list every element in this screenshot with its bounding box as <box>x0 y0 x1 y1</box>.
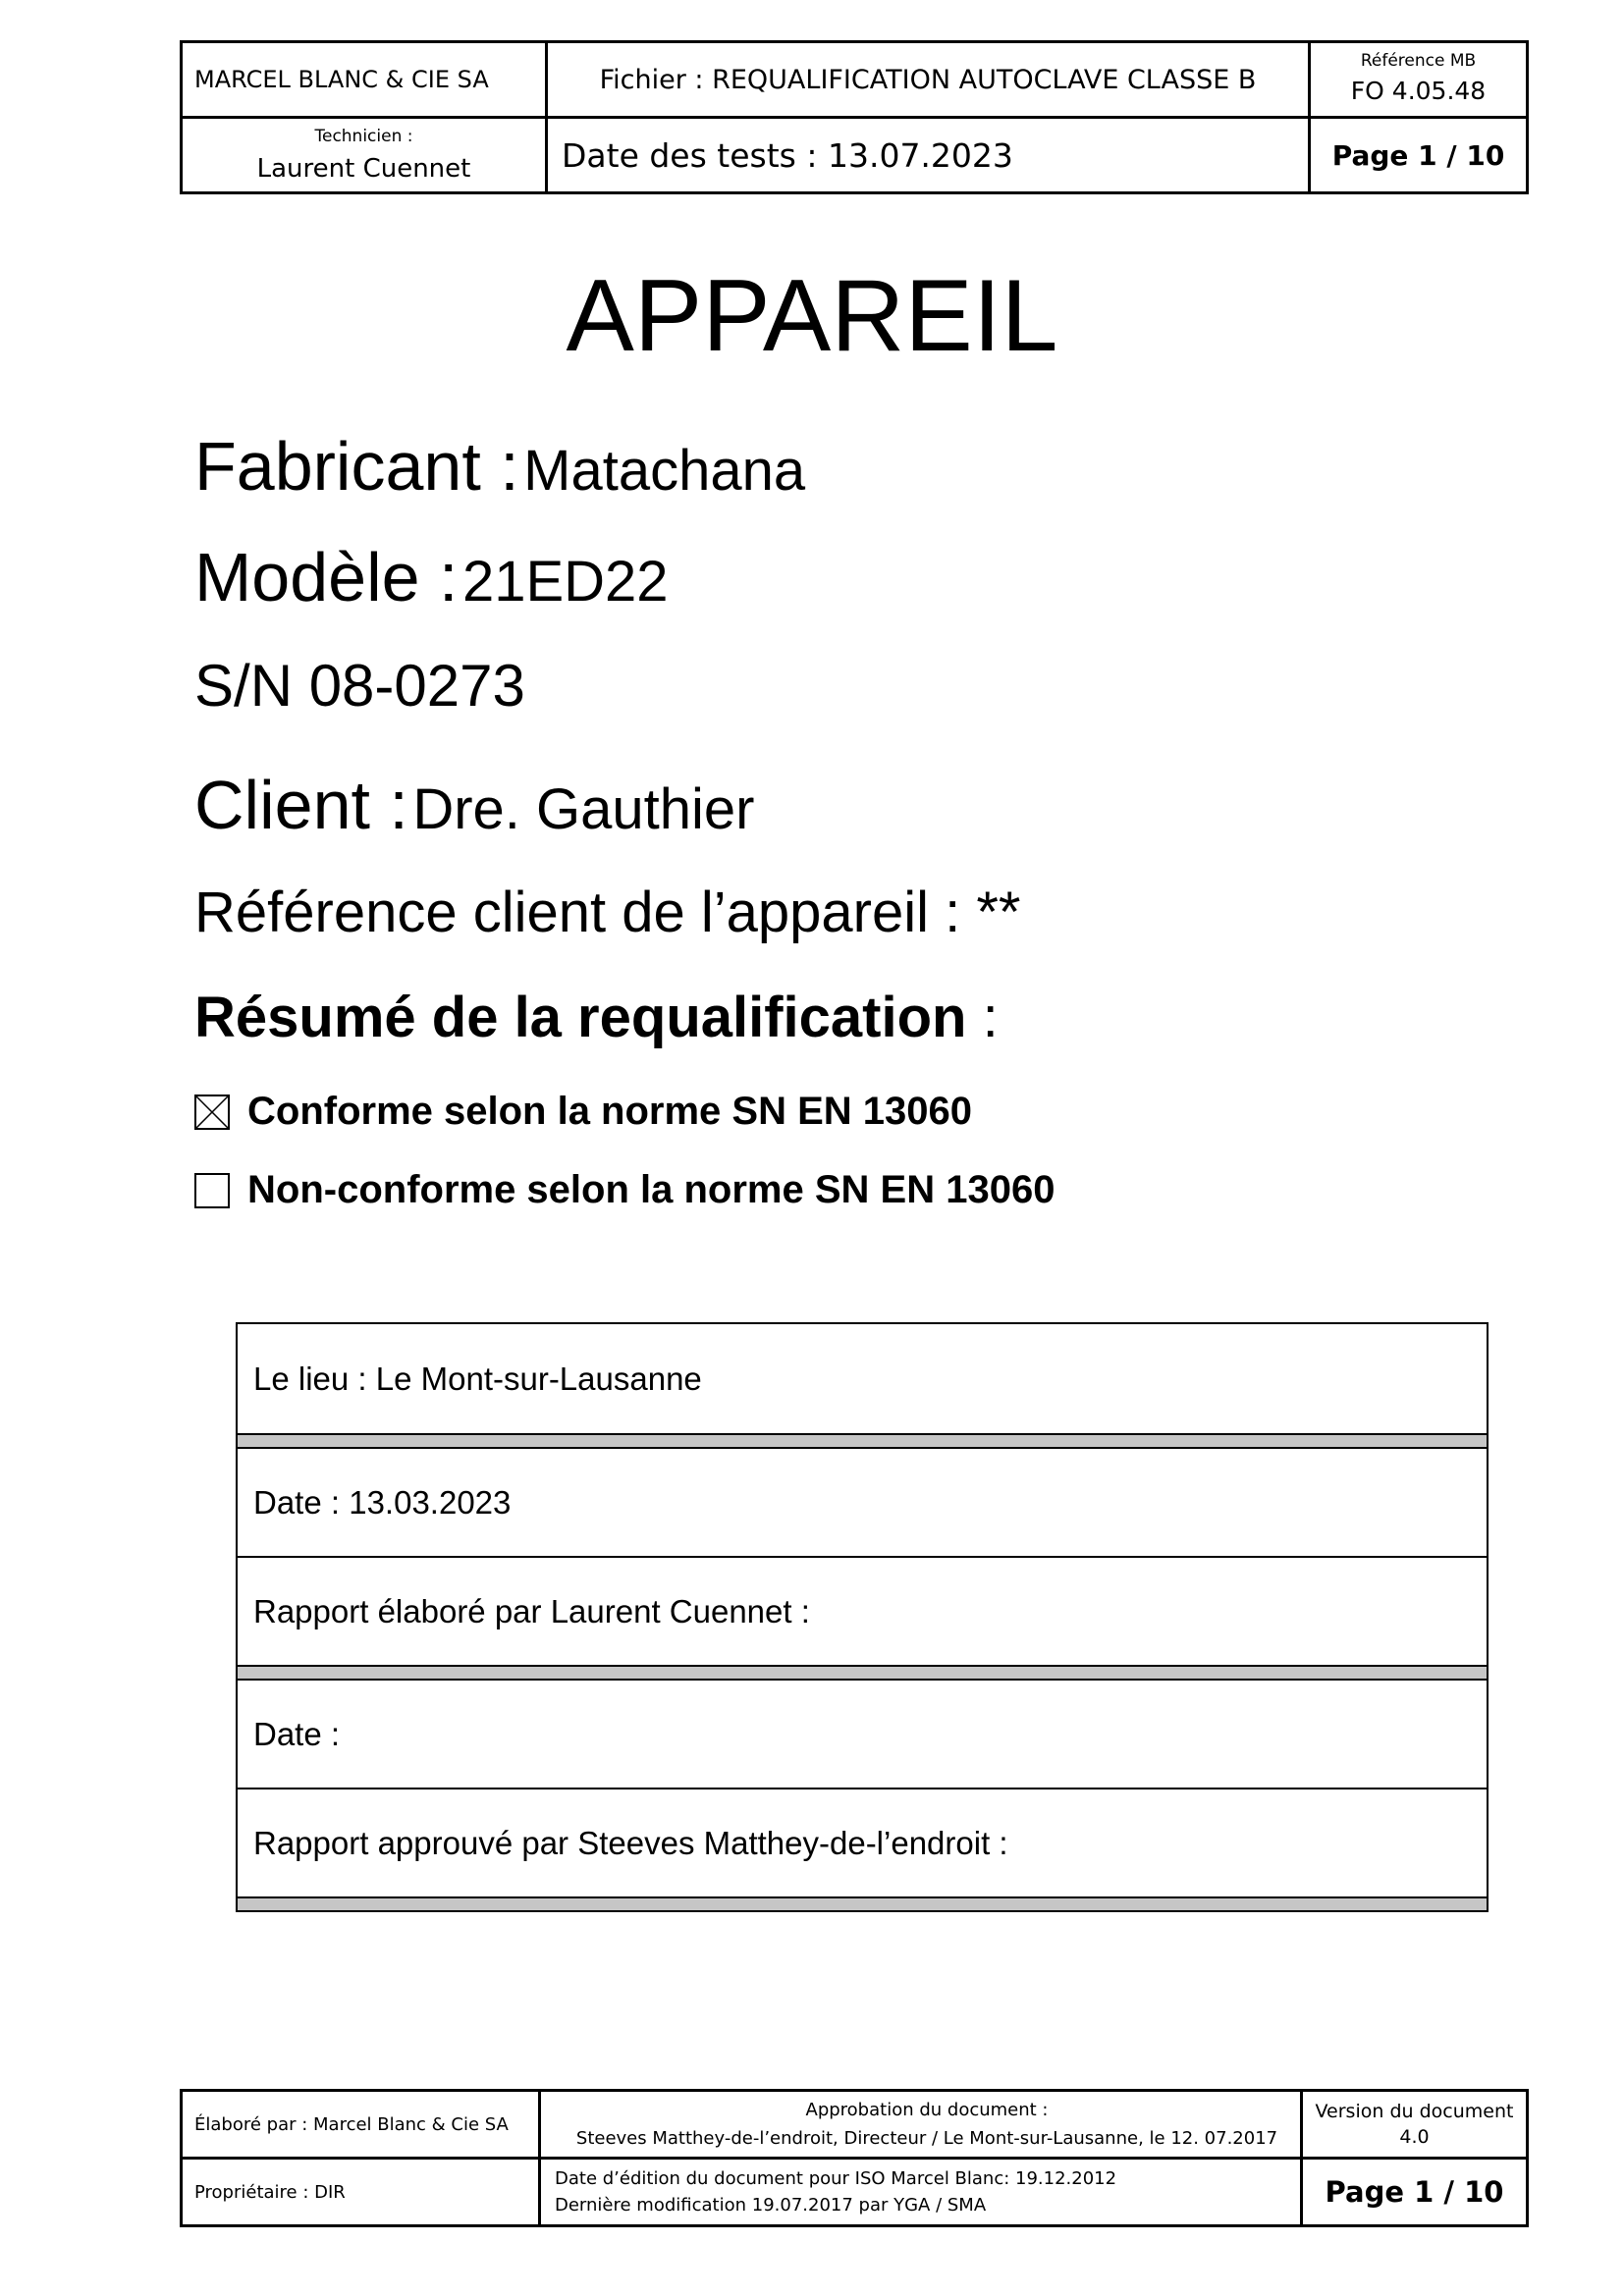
model-line <box>194 539 669 615</box>
signature-table <box>236 1322 1489 1912</box>
client-reference: Référence client de l’appareil : ** <box>194 881 1021 944</box>
reference-cell <box>1310 42 1528 118</box>
row-separator <box>238 1665 1487 1679</box>
checkbox-checked-icon[interactable] <box>194 1095 230 1130</box>
page-title: APPAREIL <box>566 259 1058 373</box>
manufacturer-line <box>194 428 806 505</box>
edition-cell <box>540 2159 1302 2226</box>
summary-heading <box>194 986 999 1049</box>
owner: Propriétaire : DIR <box>182 2159 540 2226</box>
manufacturer-label: Fabricant : <box>194 428 519 505</box>
model-value: 21ED22 <box>461 550 669 614</box>
place-row: Le lieu : Le Mont-sur-Lausanne <box>253 1360 702 1397</box>
reference-value: FO 4.05.48 <box>1350 76 1487 105</box>
file-title: Fichier : REQUALIFICATION AUTOCLAVE CLASSE B <box>547 42 1310 118</box>
client-label: Client : <box>194 767 408 843</box>
version-value: 4.0 <box>1399 2126 1430 2148</box>
row-separator <box>238 1433 1487 1447</box>
client-line <box>194 767 755 843</box>
summary-label: Résumé de la requalification <box>194 986 967 1049</box>
approval-value: Steeves Matthey-de-l’endroit, Directeur / Le Mont-sur-Lausanne, le 12. 07.2017 <box>575 2128 1278 2149</box>
technician-cell <box>182 118 547 193</box>
technician-label: Technicien : <box>314 127 413 146</box>
approval-date-row: Date : <box>238 1679 1487 1788</box>
reference-label: Référence MB <box>1360 50 1477 71</box>
option-non-conforme-label: Non-conforme selon la norme SN EN 13060 <box>247 1168 1056 1211</box>
approval-title: Approbation du document : <box>805 2100 1049 2120</box>
test-date: Date des tests : 13.07.2023 <box>547 118 1310 193</box>
option-conforme-label: Conforme selon la norme SN EN 13060 <box>247 1090 973 1133</box>
manufacturer-value: Matachana <box>523 439 806 503</box>
document-header <box>180 40 1529 194</box>
document-footer <box>180 2089 1529 2227</box>
option-conforme[interactable] <box>194 1090 972 1134</box>
approved-by-row: Rapport approuvé par Steeves Matthey-de-l’endroit : <box>238 1788 1487 1896</box>
summary-colon: : <box>966 986 999 1049</box>
row-separator <box>238 1896 1487 1910</box>
prepared-by-row: Rapport élaboré par Laurent Cuennet : <box>238 1556 1487 1665</box>
option-non-conforme[interactable] <box>194 1168 1055 1212</box>
approval-cell <box>540 2091 1302 2159</box>
last-modified: Dernière modification 19.07.2017 par YGA / SMA <box>555 2195 987 2216</box>
date-row: Date : 13.03.2023 <box>238 1447 1487 1556</box>
client-value: Dre. Gauthier <box>412 777 755 841</box>
model-label: Modèle : <box>194 539 459 615</box>
prepared-by: Élaboré par : Marcel Blanc & Cie SA <box>182 2091 540 2159</box>
serial-number: S/N 08-0273 <box>194 653 525 719</box>
technician-value: Laurent Cuennet <box>256 154 471 184</box>
version-cell <box>1302 2091 1528 2159</box>
version-label: Version du document <box>1315 2101 1514 2122</box>
footer-page-number: Page 1 / 10 <box>1302 2159 1528 2226</box>
checkbox-unchecked-icon[interactable] <box>194 1173 230 1208</box>
company-name: MARCEL BLANC & CIE SA <box>182 42 547 118</box>
header-page-number: Page 1 / 10 <box>1310 118 1528 193</box>
edition-date: Date d’édition du document pour ISO Marcel Blanc: 19.12.2012 <box>555 2168 1117 2189</box>
